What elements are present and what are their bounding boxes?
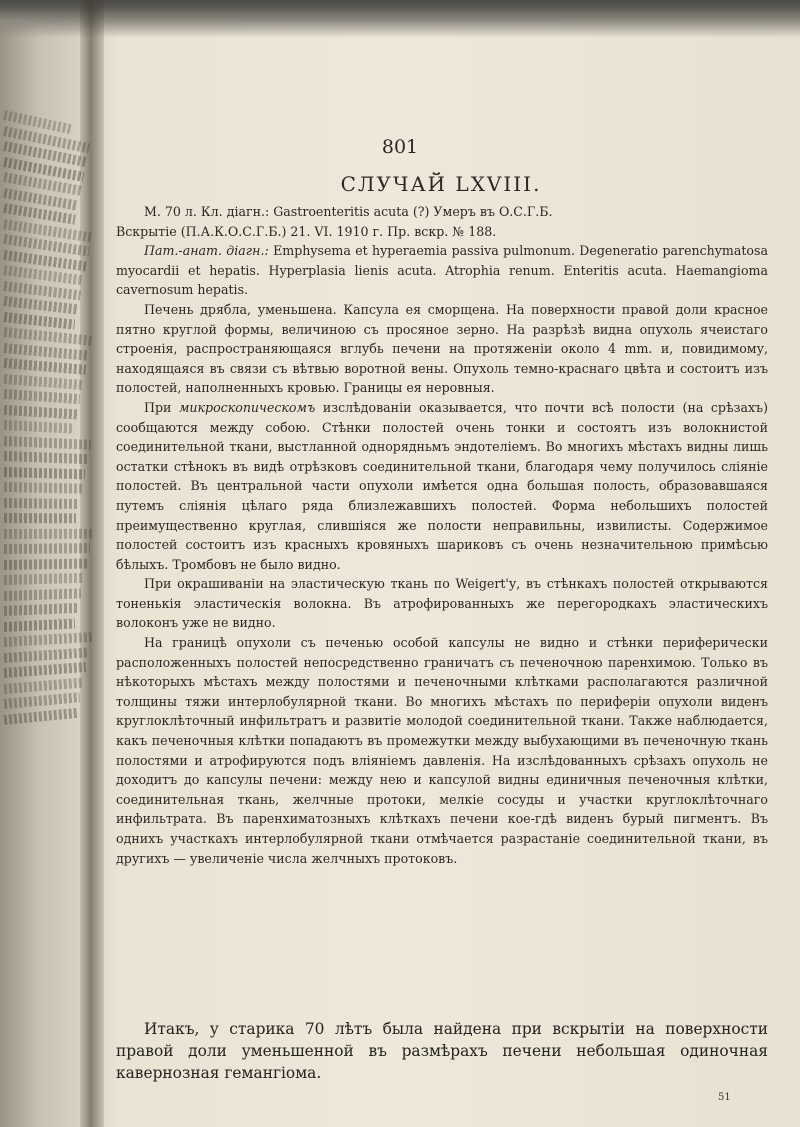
facing-page-text-line (4, 358, 87, 375)
paragraph-2-pre: При (144, 399, 172, 415)
facing-page-text-line (4, 647, 89, 663)
facing-page-text-line (4, 420, 74, 434)
facing-page-text-line (4, 543, 90, 554)
facing-page-text-line (4, 603, 78, 616)
pat-anat-diagnosis (116, 241, 768, 300)
pat-anat-label: Пат.-анат. діагн.: (144, 243, 269, 259)
facing-page-text-line (4, 327, 93, 346)
facing-page-text-line (4, 513, 76, 523)
facing-page-text-line (4, 677, 84, 693)
paragraph-macroscopic: Печень дрябла, уменьшена. Капсула ея сморщена. На поверхности правой доли красное пятно круглой формы, величиною съ просяное зерно. На разрѣзѣ видна опухоль ячеистаго строенія, распространяющаяся вглубь печени на протяженіи около 4 mm. и, повидимому, находящаяся въ связи съ вѣтвью воротной вены. Опухоль темно-краснаго цвѣта и состоитъ изъ полостей, наполненныхъ кровью. Границы ея неровныя. (116, 301, 768, 396)
facing-page-text-line (4, 573, 84, 585)
facing-page-text-line (4, 405, 77, 419)
case-body (116, 202, 768, 868)
paragraph-border: На границѣ опухоли съ печенью особой капсулы не видно и стѣнки периферически расположенныхъ полостей непосредственно граничатъ съ печеночною паренхимою. Только въ нѣкоторыхъ мѣстахъ между полостями и печеночными клѣтками располагаются различной толщины тяжи интерлобулярной ткани. Во многихъ мѣстахъ по периферіи опухоли виденъ круглоклѣточный инфильтратъ и развитіе молодой соединительной ткани. Также наблюдается, какъ печеночныя клѣтки попадаютъ въ промежутки между выбухающими въ печеночную ткань полостями и атрофируются подъ вліяніемъ давленія. На изслѣдованныхъ срѣзахъ опухоль не доходитъ до капсулы печени: между нею и капсулой видны единичныя печеночныя клѣтки, соединительная ткань, желчные протоки, мелкіе сосуды и участки круглоклѣточнаго инфильтрата. Въ паренхиматозныхъ клѣткахъ печени кое-гдѣ виденъ бурый пигментъ. Въ однихъ участкахъ интерлобулярной ткани отмѣчается разрастаніе соединительной ткани, въ другихъ — увеличеніе числа желчныхъ протоковъ. (116, 635, 768, 866)
facing-page-text-line (4, 692, 81, 709)
facing-page-text-line (4, 374, 84, 390)
book-gutter (80, 0, 104, 1127)
micro-label: микроскопическомъ (178, 399, 316, 415)
paragraph-microscopic (116, 398, 768, 574)
facing-page-text-line (4, 482, 82, 494)
facing-page-text-line (4, 588, 81, 601)
paragraph-2-post: изслѣдованіи оказывается, что почти всѣ полости (на срѣзахъ) сообщаются между собою. Стѣнки полостей очень тонки и состоятъ изъ волокнистой соединительной ткани, выстланной однорядньмъ эндотеліемъ. Во многихъ мѣстахъ видны лишь остатки стѣнокъ въ видѣ отрѣзковъ соединительной ткани, благодаря чему получилось сліяніе полостей. Въ центральной части опухоли имѣется одна большая полость, образовавшаяся путемъ сліянія цѣлаго ряда близлежавшихъ полостей. Форма небольшихъ полостей преимущественно круглая, слившіяся же полости неправильны, извилисты. Содержимое полостей состоитъ изъ красныхъ кровяныхъ шариковъ съ очень незначительною примѣсью бѣлыхъ. Тромбовъ не было видно. (116, 399, 768, 572)
page-number: 801 (381, 136, 419, 158)
facing-page-text-line (4, 707, 78, 724)
facing-page-text-line (3, 312, 75, 330)
facing-page-text-line (4, 467, 85, 479)
conclusion-text: Итакъ, у старика 70 лѣтъ была найдена при вскрытіи на поверхности правой доли уменьшенной въ размѣрахъ печени небольшая одиночная кавернозная гемангіома. (116, 1020, 768, 1082)
scan-top-edge (0, 0, 800, 38)
conclusion (116, 1018, 768, 1084)
facing-page-text-line (4, 558, 87, 570)
facing-page-text-line (4, 343, 90, 361)
folio-mark: 51 (718, 1092, 731, 1103)
facing-page-text-line (4, 498, 79, 509)
case-title: СЛУЧАЙ LXVIII. (340, 172, 542, 196)
header-line-2: Вскрытіе (П.А.К.О.С.Г.Б.) 21. VI. 1910 г. Пр. вскр. № 188. (116, 223, 497, 239)
facing-page-text-line (4, 436, 91, 450)
facing-page-text-line (4, 389, 81, 404)
pat-anat-text: Emphysema et hyperaemia passiva pulmonum. Degeneratio parenchymatosa myocardii et hepatis. Hyperplasia lienis acuta. Atrophia renum. Enteritis acuta. Haemangioma cavernosum hepatis. (116, 243, 768, 298)
paragraph-elastic-stain: При окрашиваніи на эластическую ткань по Weigert'у, въ стѣнкахъ полостей открываются тоненькія эластическія волокна. Въ атрофированныхъ же перегородкахъ эластическихъ волоконъ уже не видно. (116, 576, 768, 631)
facing-page-text-line (4, 618, 75, 632)
facing-page-text-line (4, 632, 92, 647)
facing-page-text-line (4, 451, 88, 464)
header-line-1: М. 70 л. Кл. діагн.: Gastroenteritis acuta (?) Умеръ въ О.С.Г.Б. (144, 204, 553, 219)
facing-page-text-line (4, 662, 87, 678)
